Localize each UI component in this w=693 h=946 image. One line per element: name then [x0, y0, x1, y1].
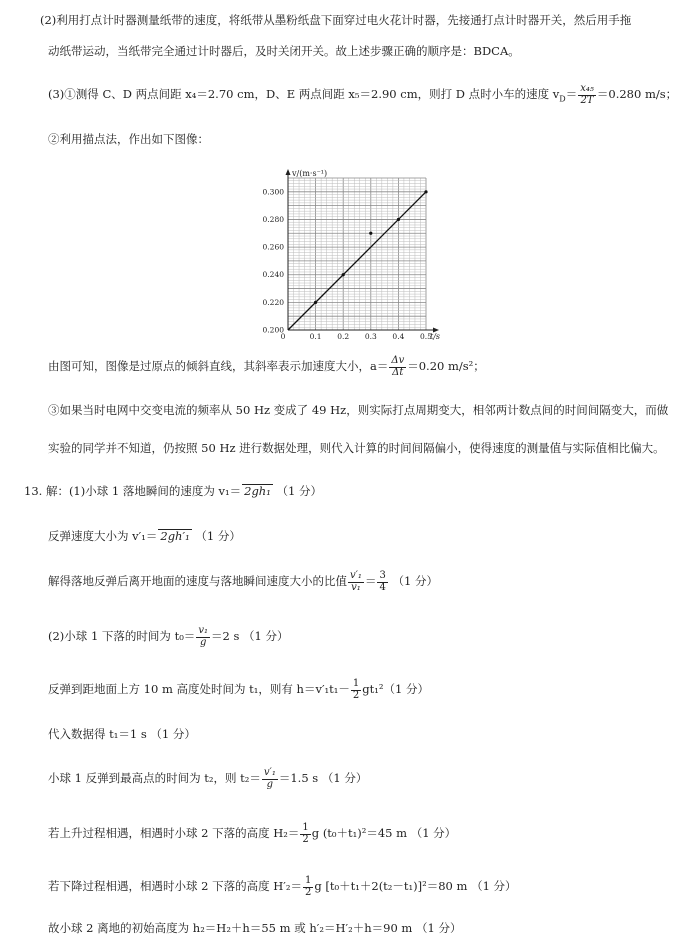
- q13-rebound: [48, 529, 241, 544]
- rebound-score: （1 分）: [195, 529, 241, 543]
- descend-text: 若下降过程相遇，相遇时小球 2 下落的高度 H′₂＝: [48, 879, 303, 893]
- top-fraction: [262, 768, 278, 790]
- sqrt-2gh1prime: 2gh′₁: [160, 529, 190, 543]
- note-line2: 实验的同学并不知道，仍按照 50 Hz 进行数据处理，则代入计算的时间间隔偏小，使得速度的测量值与实际值相比偏大。: [48, 441, 665, 455]
- fall-num: v₁: [198, 625, 208, 636]
- x-tick-label: 0.1: [309, 332, 322, 341]
- x-tick-label: 0.4: [392, 332, 405, 341]
- step1-equals: ＝: [565, 87, 578, 101]
- half-fraction-2: [300, 823, 310, 845]
- ratio-fraction-2: [377, 571, 387, 593]
- data-point: [424, 190, 427, 193]
- x-tick-label: 0.5: [420, 332, 432, 341]
- ratio-f1-den: v₁: [351, 581, 361, 593]
- x-tick-label: 0.3: [364, 332, 377, 341]
- slope-den: Δt: [392, 366, 404, 378]
- ratio-score: （1 分）: [392, 574, 438, 588]
- ratio-fraction-1: [348, 571, 364, 593]
- velocity-fraction-num: x₄₅: [580, 83, 594, 94]
- ratio-f2-den: 4: [379, 581, 386, 593]
- data-point: [314, 301, 317, 304]
- half-fraction-1: [351, 679, 361, 701]
- data-point: [397, 218, 400, 221]
- ratio-f1-num: v′₁: [350, 570, 362, 581]
- data-point: [369, 232, 372, 235]
- q13-ratio: [48, 571, 438, 593]
- chart-grid: [288, 178, 426, 330]
- height10-result: gt₁²（1 分）: [362, 682, 429, 696]
- y-tick-label: 0.200: [262, 325, 284, 335]
- top-num: v′₁: [263, 767, 276, 778]
- y-tick-label: 0.300: [262, 187, 284, 197]
- fall-text: (2)小球 1 下落的时间为 t₀＝: [48, 629, 196, 643]
- top-result: ＝1.5 s （1 分）: [278, 771, 368, 785]
- y-tick-label: 0.280: [262, 214, 284, 224]
- q13-intro: [24, 484, 322, 499]
- rise-text: 若上升过程相遇，相遇时小球 2 下落的高度 H₂＝: [48, 826, 300, 840]
- q13-descend-meet: [48, 876, 517, 898]
- velocity-fraction: [578, 84, 596, 106]
- conclusion-text: 由图可知，图像是过原点的倾斜直线，其斜率表示加速度大小，a＝: [48, 359, 389, 373]
- part3-step2: ②利用描点法，作出如下图像：: [48, 132, 209, 146]
- half-fraction-3: [303, 876, 313, 898]
- q13-rise-meet: [48, 823, 456, 845]
- y-tick-label: 0.220: [262, 297, 284, 307]
- ratio-text: 解得落地反弹后离开地面的速度与落地瞬间速度大小的比值: [48, 574, 347, 588]
- part2-line1: (2)利用打点计时器测量纸带的速度，将纸带从墨粉纸盘下面穿过电火花计时器，先接通打点计时器开关，然后用手拖: [40, 13, 632, 27]
- y-axis-arrow: [286, 169, 291, 175]
- sqrt-2gh1: 2gh₁: [244, 484, 271, 498]
- descend-result: g [t₀＋t₁＋2(t₂－t₁)]²＝80 m （1 分）: [314, 879, 517, 893]
- chart-ylabel: v/(m·s⁻¹): [292, 169, 328, 178]
- step1-subscript: D: [559, 94, 566, 104]
- step1-text: (3)①测得 C、D 两点间距 x₄＝2.70 cm，D、E 两点间距 x₅＝2.90 cm，则打 D 点时小车的速度 v: [48, 87, 560, 101]
- velocity-fraction-den: 2T: [580, 94, 594, 106]
- fall-fraction: [196, 626, 210, 648]
- q13-top-time: [48, 768, 367, 790]
- fall-result: ＝2 s （1 分）: [210, 629, 289, 643]
- height10-text: 反弹到距地面上方 10 m 高度处时间为 t₁，则有 h＝v′₁t₁－: [48, 682, 350, 696]
- ratio-f2-num: 3: [379, 570, 386, 581]
- slope-fraction: [389, 356, 406, 378]
- top-text: 小球 1 反弹到最高点的时间为 t₂，则 t₂＝: [48, 771, 261, 785]
- y-tick-label: 0.260: [262, 242, 284, 252]
- note-line1: ③如果当时电网中交变电流的频率从 50 Hz 变成了 49 Hz，则实际打点周期变大，相邻两计数点间的时间间隔变大，而做: [48, 403, 669, 417]
- x-tick-label: 0: [280, 332, 286, 341]
- velocity-time-chart: [240, 168, 450, 346]
- y-tick-label: 0.240: [262, 270, 284, 280]
- top-den: g: [266, 778, 274, 790]
- q13-final: 故小球 2 离地的初始高度为 h₂＝H₂＋h＝55 m 或 h′₂＝H′₂＋h＝90 m （1 分）: [48, 921, 462, 935]
- half1-num: 1: [352, 678, 360, 689]
- conclusion-line: [48, 356, 485, 378]
- rise-result: g (t₀＋t₁)²＝45 m （1 分）: [311, 826, 457, 840]
- step1-result: ＝0.280 m/s；: [596, 87, 678, 101]
- conclusion-result: ＝0.20 m/s²；: [407, 359, 485, 373]
- half2-den: 2: [302, 833, 309, 845]
- ratio-equals: ＝: [364, 574, 377, 588]
- half1-den: 2: [352, 689, 360, 701]
- chart-xlabel: t/s: [430, 332, 441, 341]
- part3-step1: [48, 84, 677, 106]
- data-point: [342, 273, 345, 276]
- half3-den: 2: [305, 886, 312, 898]
- slope-num: Δv: [391, 355, 405, 366]
- half2-num: 1: [302, 822, 309, 833]
- rebound-text: 反弹速度大小为 v′₁＝: [48, 529, 158, 543]
- fall-den: g: [199, 636, 207, 648]
- q13-height10: [48, 679, 429, 701]
- q13-intro-text: 13. 解：(1)小球 1 落地瞬间的速度为 v₁＝: [24, 484, 242, 498]
- half3-num: 1: [305, 875, 312, 886]
- x-tick-label: 0.2: [337, 332, 350, 341]
- part2-line2: 动纸带运动，当纸带完全通过计时器后，及时关闭开关。故上述步骤正确的顺序是：BDCA。: [48, 44, 520, 58]
- q13-intro-score: （1 分）: [276, 484, 322, 498]
- q13-fall-time: [48, 626, 289, 648]
- q13-t1: 代入数据得 t₁＝1 s （1 分）: [48, 727, 196, 741]
